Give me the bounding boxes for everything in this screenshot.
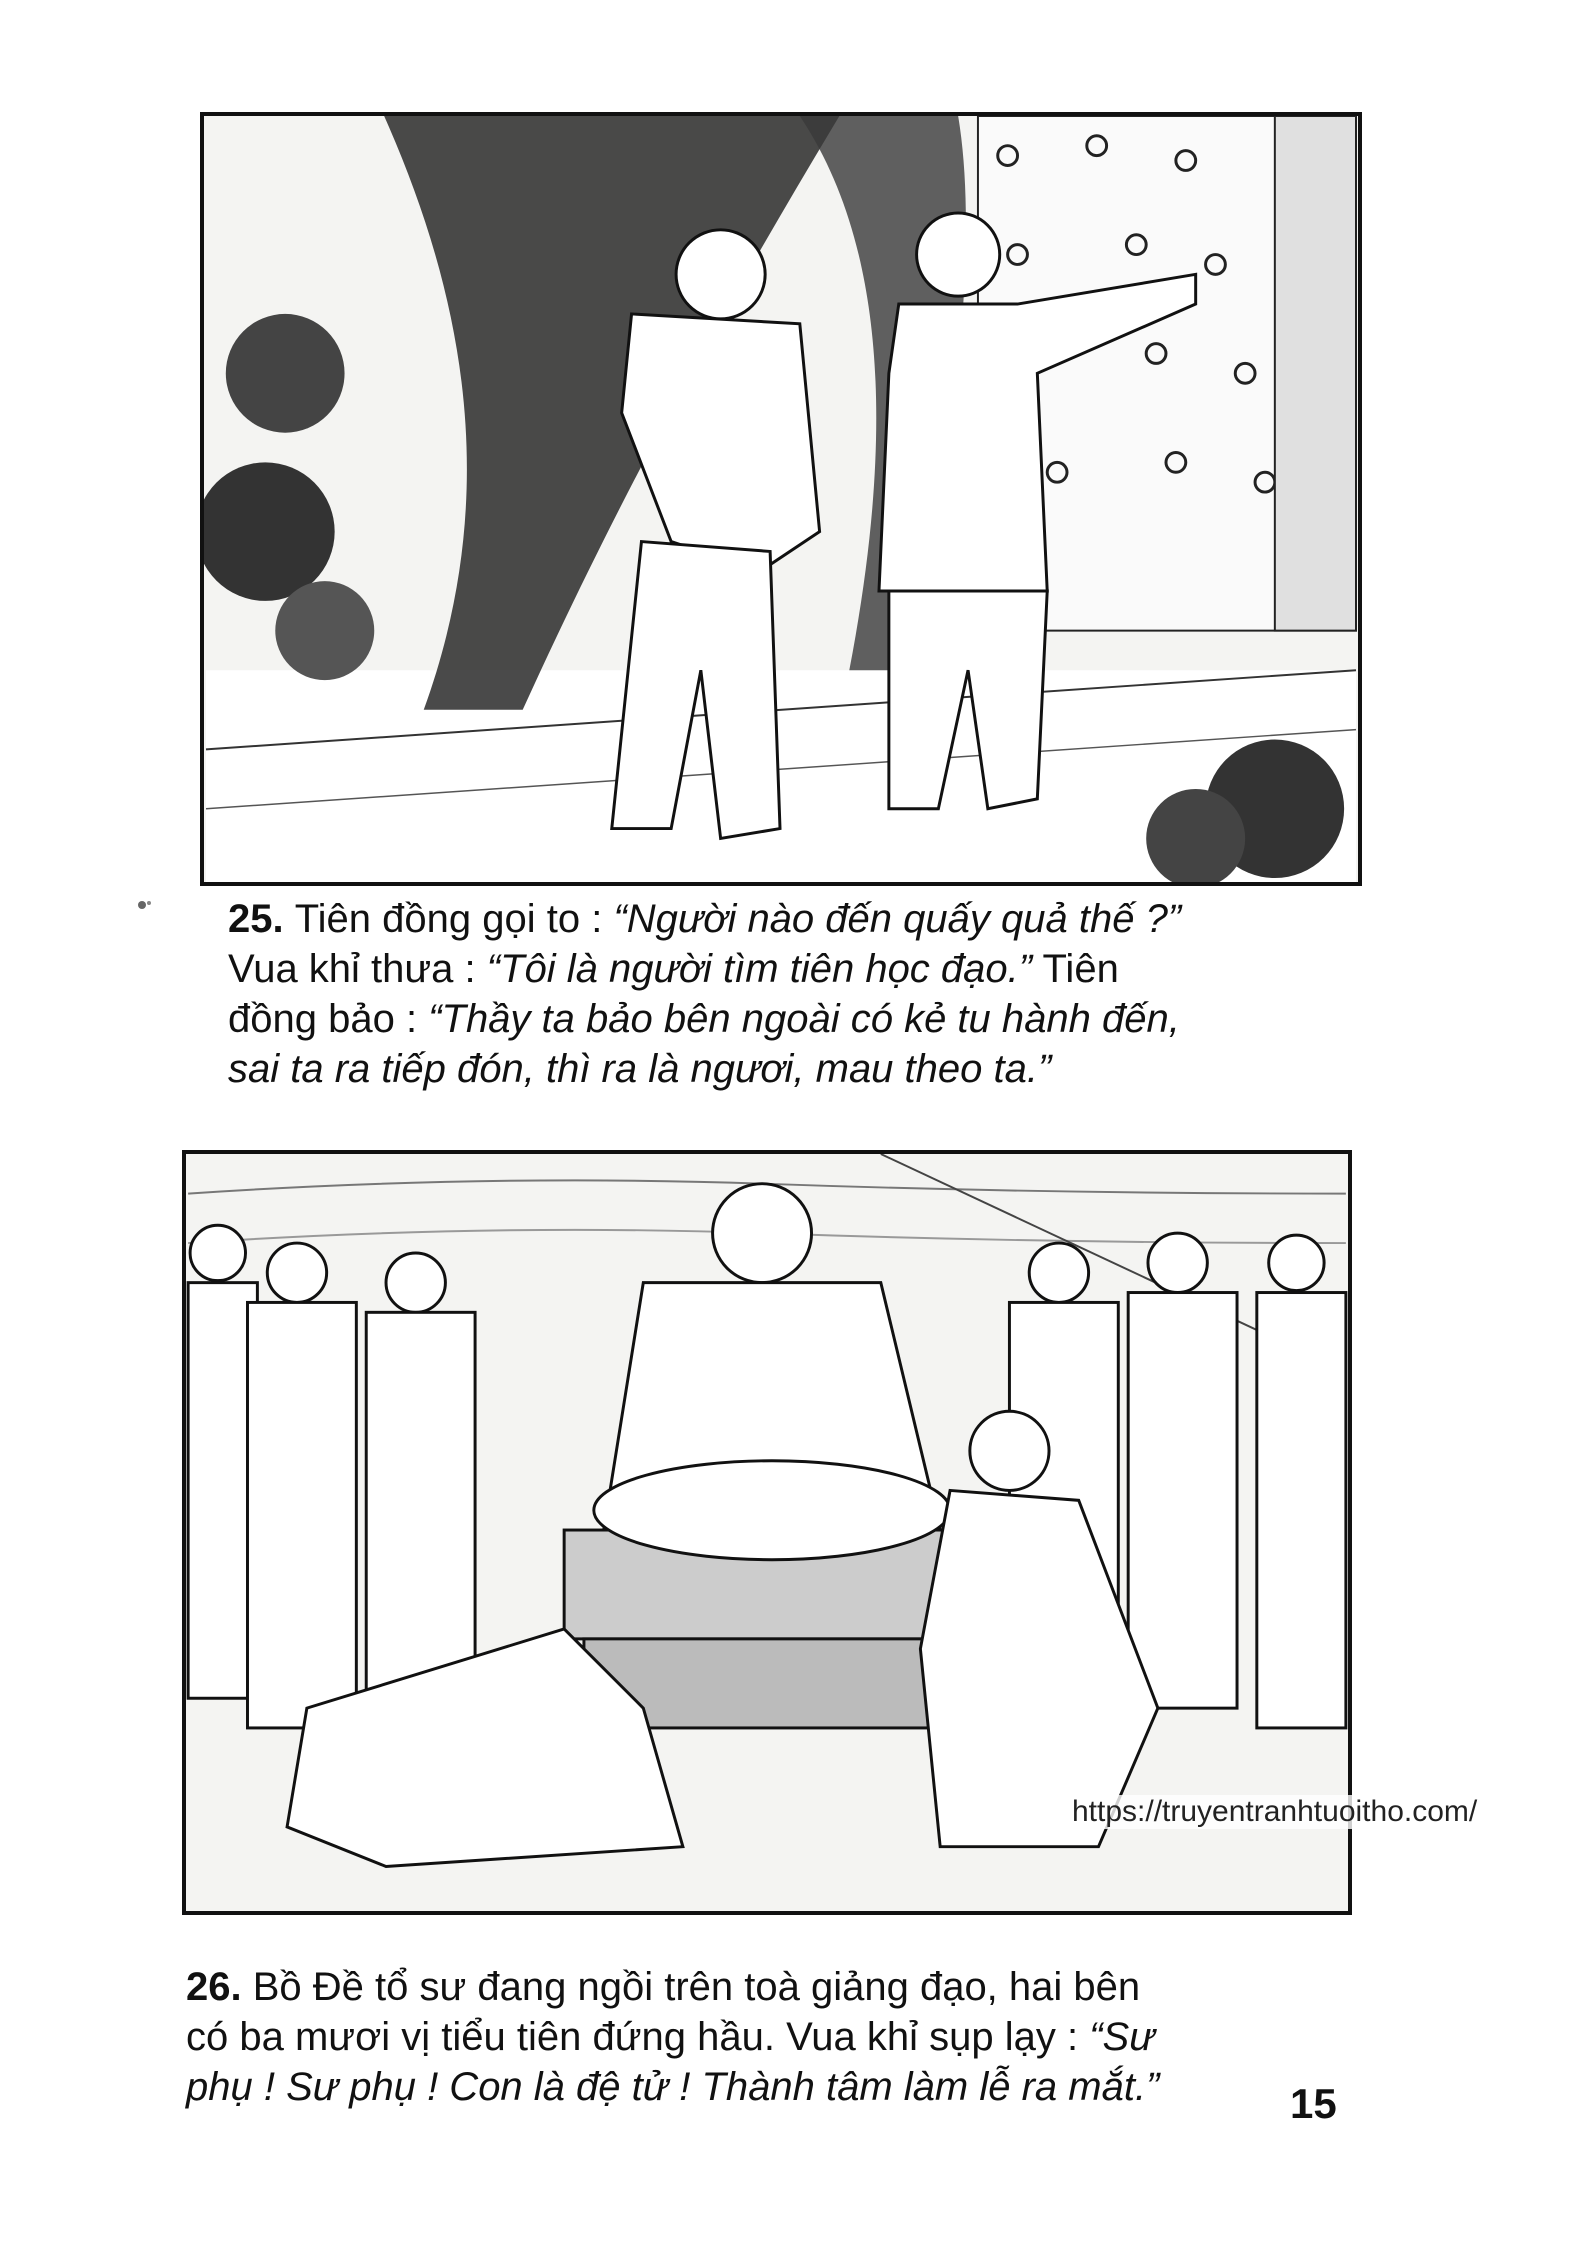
caption-quote: “Thầy ta bảo bên ngoài có kẻ tu hành đến, bbox=[428, 997, 1180, 1041]
watermark-url: https://truyentranhtuoitho.com/ bbox=[1068, 1795, 1481, 1829]
caption-text: Tiên bbox=[1032, 947, 1119, 991]
caption-quote: sai ta ra tiếp đón, thì ra là ngươi, mau theo ta.” bbox=[228, 1047, 1052, 1091]
caption-number: 26. bbox=[186, 1965, 253, 2009]
caption-quote: “Tôi là người tìm tiên học đạo.” bbox=[486, 947, 1033, 991]
ink-speck-icon bbox=[134, 898, 156, 912]
caption-line bbox=[186, 2012, 1356, 2062]
caption-text: Tiên đồng gọi to : bbox=[294, 897, 614, 941]
caption-25 bbox=[228, 894, 1368, 1094]
caption-quote: “Sư bbox=[1089, 2015, 1155, 2059]
caption-quote: “Người nào đến quấy quả thế ?” bbox=[613, 897, 1182, 941]
illustration-courtyard-scene bbox=[204, 116, 1358, 882]
caption-text: Vua khỉ thưa : bbox=[228, 947, 487, 991]
caption-number: 25. bbox=[228, 897, 295, 941]
caption-line bbox=[228, 944, 1368, 994]
caption-text: đồng bảo : bbox=[228, 997, 429, 1041]
caption-text: có ba mươi vị tiểu tiên đứng hầu. Vua khỉ sụp lạy : bbox=[186, 2015, 1090, 2059]
caption-26 bbox=[186, 1962, 1356, 2112]
caption-line bbox=[186, 2062, 1356, 2112]
caption-line bbox=[186, 1962, 1356, 2012]
caption-text: Bồ Đề tổ sư đang ngồi trên toà giảng đạo, hai bên bbox=[252, 1965, 1141, 2009]
page-number: 15 bbox=[1290, 2080, 1337, 2127]
caption-line bbox=[228, 994, 1368, 1044]
caption-quote: phụ ! Sư phụ ! Con là đệ tử ! Thành tâm làm lễ ra mắt.” bbox=[186, 2065, 1160, 2109]
caption-line bbox=[228, 894, 1368, 944]
illustration-panel-25 bbox=[200, 112, 1362, 886]
caption-line bbox=[228, 1044, 1368, 1094]
